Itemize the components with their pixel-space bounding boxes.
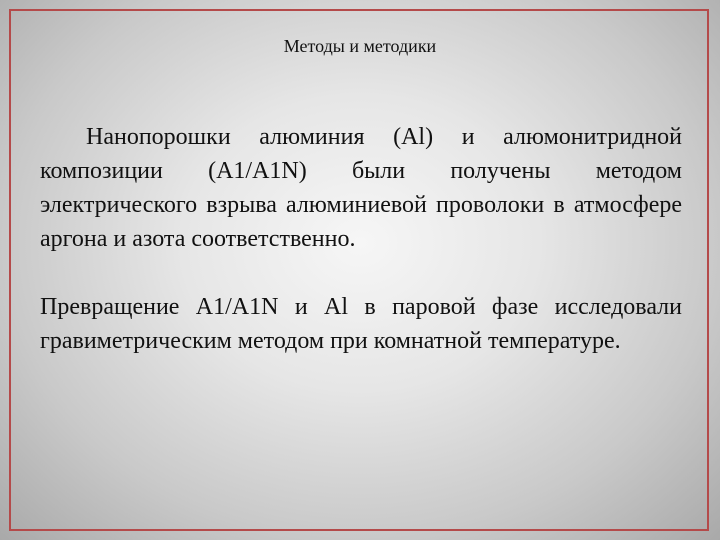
slide-frame [9,9,709,531]
slide-title: Методы и методики [283,36,437,56]
paragraph-synthesis: Нанопорошки алюминия (Al) и алюмонитридной композиции (A1/A1N) были получены методом электрического взрыва алюминиевой проволоки в атмосфере аргона и азота соответственно. [40,124,682,252]
paragraph-transformation: Превращение A1/A1N и Al в паровой фазе исследовали гравиметрическим методом при комнатной температуре. [40,294,682,354]
